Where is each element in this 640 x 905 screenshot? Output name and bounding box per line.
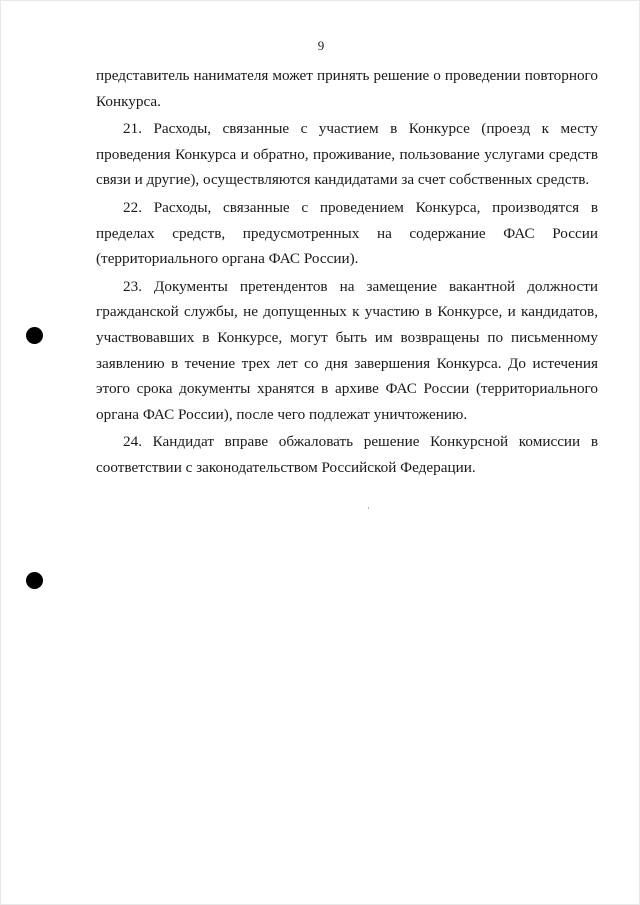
document-body — [96, 63, 598, 481]
paragraph-23: 23. Документы претендентов на замещение вакантной должности гражданской службы, не допущенных к участию в Конкурсе, и кандидатов, участвовавших в Конкурсе, могут быть им возвращены по письменному заявлению в течение трех лет со дня завершения Конкурса. До истечения этого срока документы хранятся в архиве ФАС России (территориального органа ФАС России), после чего подлежат уничтожению. — [96, 277, 598, 423]
scan-speck — [368, 507, 369, 509]
paragraph-21: 21. Расходы, связанные с участием в Конкурсе (проезд к месту проведения Конкурса и обратно, проживание, пользование услугами средств связи и другие), осуществляются кандидатами за счет собственных средств. — [96, 120, 598, 189]
punch-hole-bottom — [26, 572, 43, 589]
paragraph-24: 24. Кандидат вправе обжаловать решение Конкурсной комиссии в соответствии с законодательством Российской Федерации. — [96, 433, 598, 476]
punch-hole-top — [26, 327, 43, 344]
paragraph-continuation: представитель нанимателя может принять решение о проведении повторного Конкурса. — [96, 67, 598, 110]
paragraph-22: 22. Расходы, связанные с проведением Конкурса, производятся в пределах средств, предусмотренных на содержание ФАС России (территориального органа ФАС России). — [96, 198, 598, 268]
page-number: 9 — [317, 38, 325, 53]
